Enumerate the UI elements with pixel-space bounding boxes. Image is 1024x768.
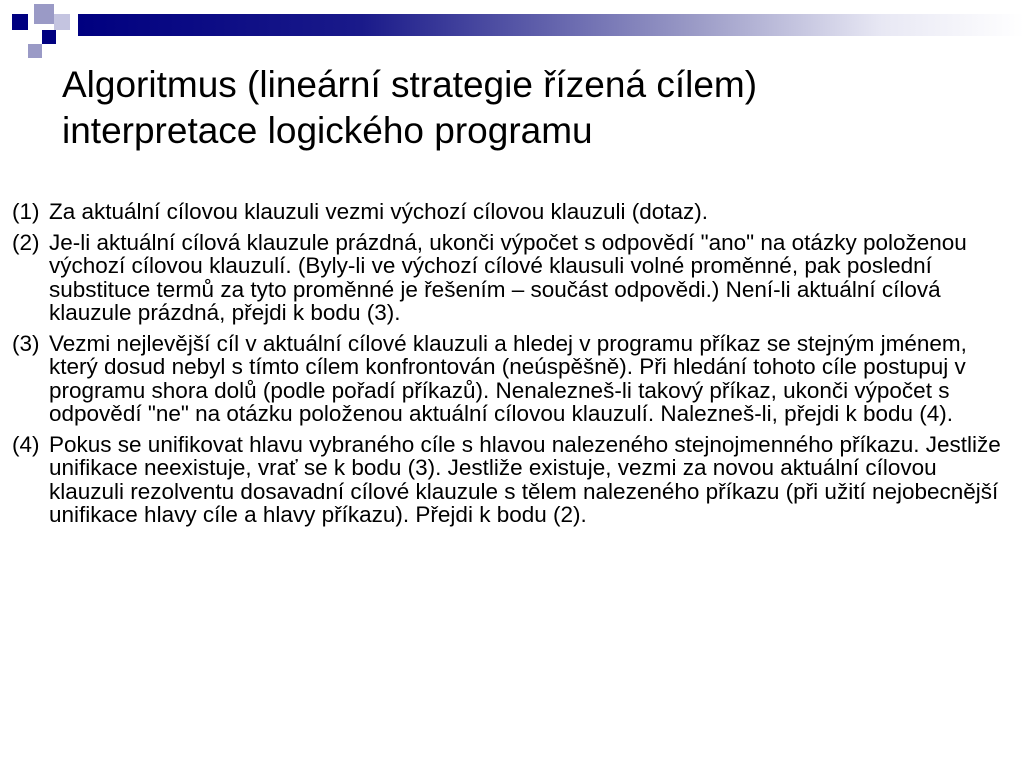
list-item (12, 200, 1002, 224)
step-text: Za aktuální cílovou klauzuli vezmi výchozí cílovou klauzuli (dotaz). (49, 199, 709, 224)
decor-square-navy (42, 30, 56, 44)
list-item (12, 433, 1002, 527)
list-item (12, 231, 1002, 325)
algorithm-steps-list (12, 200, 1002, 534)
decor-square-light (54, 14, 70, 30)
decor-square-light (34, 4, 54, 24)
step-number: (4) (12, 431, 40, 457)
step-number: (1) (12, 199, 40, 224)
step-number: (3) (12, 330, 40, 356)
header-decoration (0, 0, 1024, 40)
slide-title-line-2: interpretace logického programu (62, 110, 593, 151)
step-text: Vezmi nejlevější cíl v aktuální cílové klauzuli a hledej v programu příkaz se stejným jménem, který dosud nebyl s tímto cílem konfrontován (neúspěšně). Při hledání tohoto cíle postupuj v programu shora dolů (podle pořadí příkazů). Nenalezneš-li takový příkaz, ukonči výpočet s odpovědí "ne" na otázku položenou aktuální cílovou klauzulí. Nalezneš-li, přejdi k bodu (4). (49, 330, 967, 426)
decor-square-navy (12, 14, 28, 30)
decor-square-light (28, 44, 42, 58)
step-number: (2) (12, 229, 40, 255)
slide-title-line-1: Algoritmus (lineární strategie řízená cílem) (62, 64, 758, 105)
slide-title (62, 62, 1002, 154)
list-item (12, 332, 1002, 426)
step-text: Pokus se unifikovat hlavu vybraného cíle s hlavou nalezeného stejnojmenného příkazu. Jestliže unifikace neexistuje, vrať se k bodu (3). Jestliže existuje, vezmi za novou aktuální cílovou klauzuli rezolventu dosavadní cílové klauzule s tělem nalezeného příkazu (při užití nejobecnější unifikace hlavy cíle a hlavy příkazu). Přejdi k bodu (2). (49, 431, 1001, 527)
step-text: Je-li aktuální cílová klauzule prázdná, ukonči výpočet s odpovědí "ano" na otázky položenou výchozí cílovou klauzulí. (Byly-li ve výchozí cílové klausuli volné proměnné, pak poslední substituce termů za tyto proměnné je řešením – součást odpovědi.) Není-li aktuální cílová klauzule prázdná, přejdi k bodu (3). (49, 229, 967, 325)
gradient-header-bar (78, 14, 1024, 36)
